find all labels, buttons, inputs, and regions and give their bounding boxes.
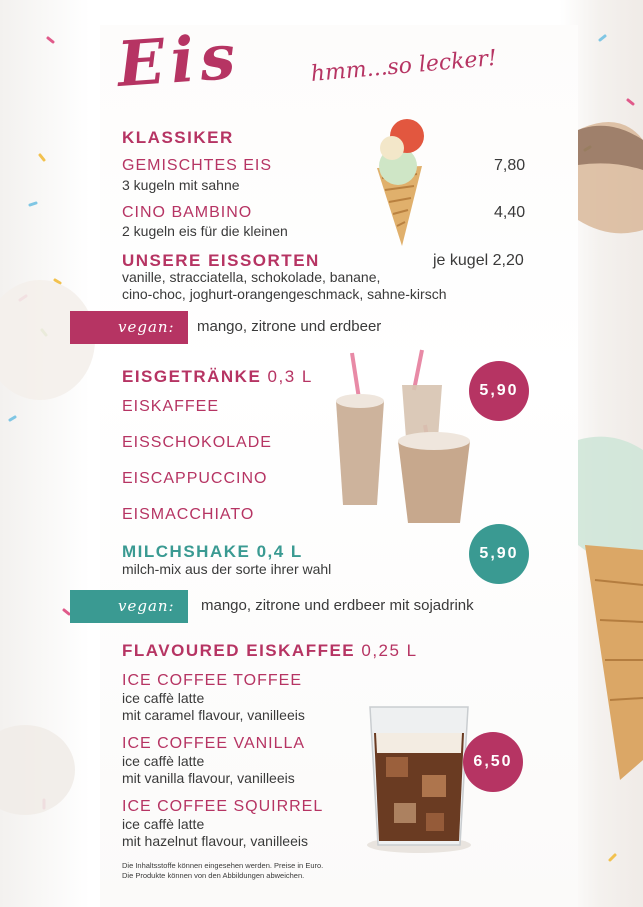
flavoured-heading-text: FLAVOURED EISKAFFEE — [122, 641, 356, 660]
page-title: Eis — [114, 19, 244, 102]
price-badge-milchshake: 5,90 — [469, 524, 529, 584]
ice-cream-cone-icon — [362, 108, 442, 248]
milchshake-size: 0,4 L — [256, 542, 303, 561]
section-heading-flavoured — [122, 641, 418, 661]
vegan-label-milchshake: vegan: — [118, 597, 175, 615]
flavour-list-line-1: vanille, stracciatella, schokolade, banane, — [122, 269, 381, 285]
drink-item-eismacchiato: EISMACCHIATO — [122, 506, 255, 523]
vegan-label: vegan: — [118, 318, 175, 336]
vegan-flavours-text: mango, zitrone und erdbeer — [197, 318, 382, 335]
item-name-gemischtes-eis: GEMISCHTES EIS — [122, 157, 273, 174]
milchshake-name-text: MILCHSHAKE — [122, 542, 251, 561]
item-name-ice-coffee-squirrel: ICE COFFEE SQUIRREL — [122, 798, 324, 815]
item-line2-ice-coffee-toffee: mit caramel flavour, vanilleeis — [122, 707, 305, 723]
item-name-cino-bambino: CINO BAMBINO — [122, 204, 253, 221]
flavoured-size: 0,25 L — [361, 641, 418, 660]
footnote-line-1: Die Inhaltsstoffe können eingesehen werden. Preise in Euro. — [122, 861, 324, 870]
item-name-ice-coffee-vanilla: ICE COFFEE VANILLA — [122, 735, 306, 752]
drinks-size: 0,3 L — [267, 367, 313, 386]
milkshake-glasses-icon — [330, 345, 480, 525]
item-line2-ice-coffee-squirrel: mit hazelnut flavour, vanilleeis — [122, 833, 308, 849]
footnote-line-2: Die Produkte können von den Abbildungen abweichen. — [122, 871, 305, 880]
drinks-heading-text: EISGETRÄNKE — [122, 367, 262, 386]
price-badge-drinks: 5,90 — [469, 361, 529, 421]
drink-item-eiscappuccino: EISCAPPUCCINO — [122, 470, 268, 487]
flavour-list-line-2: cino-choc, joghurt-orangengeschmack, sahne-kirsch — [122, 286, 447, 302]
drink-item-eiskaffee: EISKAFFEE — [122, 398, 220, 415]
item-name-ice-coffee-toffee: ICE COFFEE TOFFEE — [122, 672, 302, 689]
item-name-eissorten: UNSERE EISSORTEN — [122, 251, 320, 270]
item-description-milchshake: milch-mix aus der sorte ihrer wahl — [122, 561, 332, 577]
vegan-milchshake-text: mango, zitrone und erdbeer mit sojadrink — [201, 597, 474, 614]
item-price-gemischtes-eis: 7,80 — [494, 157, 526, 174]
iced-coffee-glass-icon — [364, 695, 474, 855]
item-line1-ice-coffee-squirrel: ice caffè latte — [122, 816, 205, 832]
item-price-eissorten: je kugel 2,20 — [433, 252, 524, 269]
item-line2-ice-coffee-vanilla: mit vanilla flavour, vanilleeis — [122, 770, 295, 786]
drink-item-eisschokolade: EISSCHOKOLADE — [122, 434, 272, 451]
item-description-gemischtes-eis: 3 kugeln mit sahne — [122, 177, 240, 193]
tagline: hmm...so lecker! — [309, 45, 498, 87]
item-description-cino-bambino: 2 kugeln eis für die kleinen — [122, 223, 288, 239]
item-line1-ice-coffee-toffee: ice caffè latte — [122, 690, 205, 706]
item-price-cino-bambino: 4,40 — [494, 204, 526, 221]
price-badge-flavoured: 6,50 — [463, 732, 523, 792]
vegan-label-bar-milchshake — [70, 590, 188, 623]
item-name-milchshake — [122, 542, 303, 562]
section-heading-drinks — [122, 367, 313, 387]
vegan-label-bar — [70, 311, 188, 344]
item-line1-ice-coffee-vanilla: ice caffè latte — [122, 753, 205, 769]
section-heading-classics: KLASSIKER — [122, 128, 234, 147]
